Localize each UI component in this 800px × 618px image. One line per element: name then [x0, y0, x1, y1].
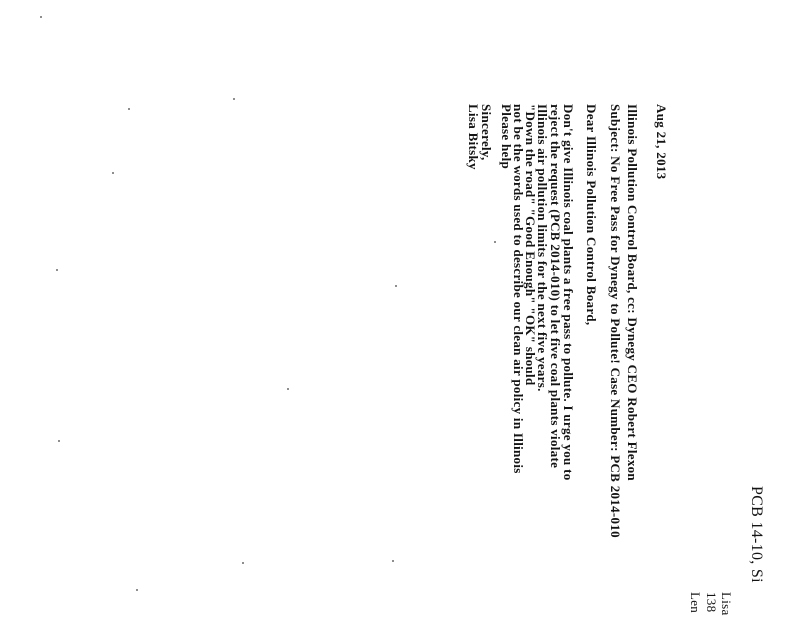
letter-body-line-1: Don't give Illinois coal plants a free pass to pollute. I urge you to — [561, 104, 576, 481]
scan-speck — [58, 440, 60, 442]
scan-speck — [494, 241, 496, 243]
scan-speck — [56, 269, 58, 271]
letter-signature: Lisa Bitsky — [466, 104, 481, 170]
scan-speck — [242, 562, 244, 564]
sender-line-2: 138 — [704, 592, 719, 613]
letter-body-line-4: "Down the road" "Good Enough" "OK" should — [523, 104, 538, 386]
scan-speck — [233, 98, 235, 100]
letter-body-line-2: reject the request (PCB 2014-010) to let five coal plants violate — [548, 104, 563, 469]
scan-speck — [40, 16, 42, 18]
case-stamp: PCB 14-10, Si — [748, 486, 765, 583]
letter-salutation: Dear Illinois Pollution Control Board, — [584, 104, 599, 326]
scan-speck — [287, 388, 289, 390]
scan-speck — [112, 172, 114, 174]
scan-speck — [128, 108, 130, 110]
letter-body-line-5: not be the words used to describe our clean air policy in Illinois — [511, 104, 526, 474]
sender-line-3: Len — [688, 592, 703, 614]
sender-line-1: Lisa — [719, 592, 734, 616]
letter-closing: Sincerely, — [479, 104, 494, 161]
letter-recipient: Illinois Pollution Control Board, cc: Dynegy CEO Robert Flexon — [625, 104, 640, 481]
letter-body-line-6: Please help — [499, 104, 514, 170]
letter-date: Aug 21, 2013 — [654, 104, 669, 180]
scan-speck — [392, 560, 394, 562]
scan-speck — [136, 589, 138, 591]
scan-speck — [395, 285, 397, 287]
letter-subject: Subject: No Free Pass for Dynegy to Pollute! Case Number: PCB 2014-010 — [608, 104, 623, 538]
letter-body-line-3: Illinois air pollution limits for the next five years. — [535, 104, 550, 392]
